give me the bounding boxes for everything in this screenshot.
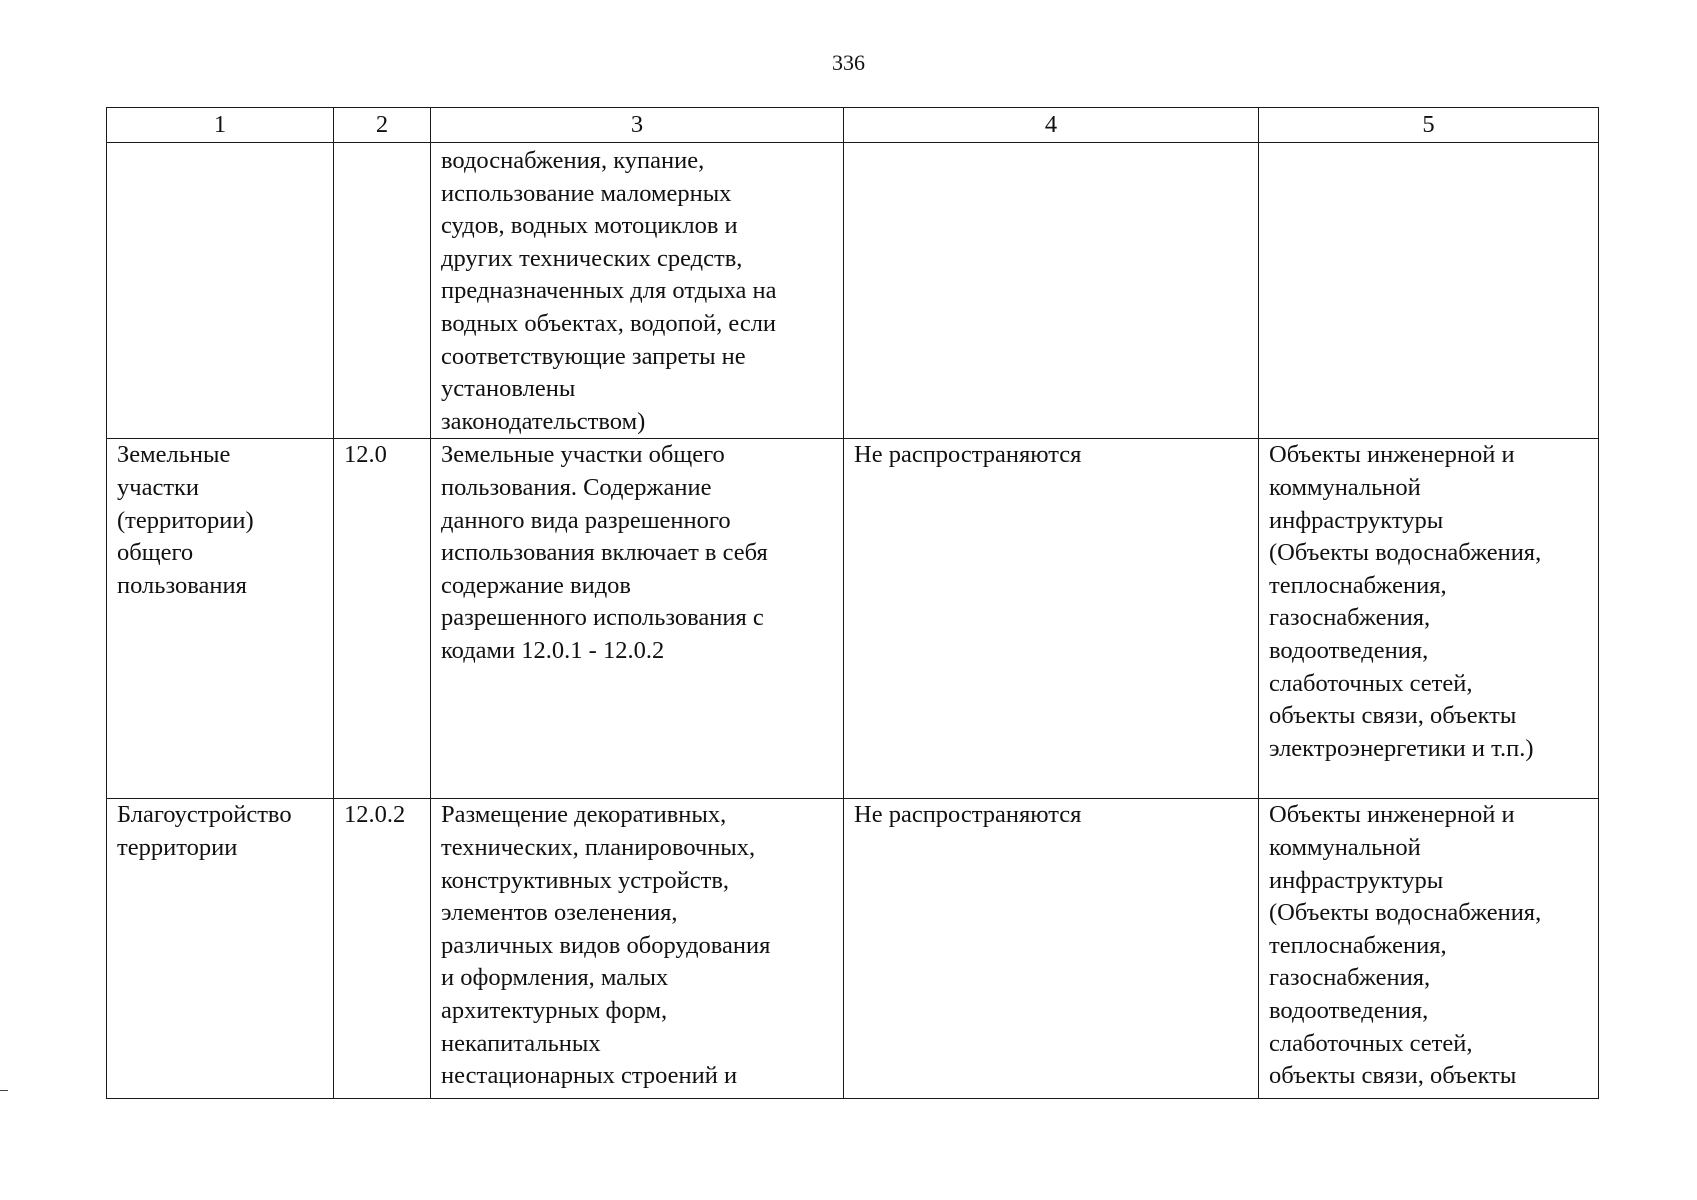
cell-column-5	[1259, 799, 1599, 1099]
column-header-4: 4	[844, 108, 1259, 143]
cell-description	[431, 439, 844, 799]
cell-use-name	[107, 143, 334, 439]
table-row	[107, 143, 1599, 439]
cell-text: Не распространяются	[854, 801, 1082, 829]
table-row	[107, 439, 1599, 799]
table-header-row	[107, 108, 1599, 143]
cell-code	[334, 143, 431, 439]
cell-code	[334, 439, 431, 799]
zoning-table	[106, 107, 1599, 1099]
cell-use-name	[107, 439, 334, 799]
cell-text: Земельные участки (территории) общего пользования	[117, 441, 254, 599]
cell-column-4	[844, 439, 1259, 799]
column-header-1: 1	[107, 108, 334, 143]
cell-text: Благоустройство территории	[117, 801, 292, 861]
cell-text: 12.0.2	[344, 801, 406, 829]
cell-text: Земельные участки общего пользования. Содержание данного вида разрешенного использования включает в себя содержание видов разрешенного использования с кодами 12.0.1 - 12.0.2	[441, 441, 768, 664]
cell-use-name	[107, 799, 334, 1099]
column-header-5: 5	[1259, 108, 1599, 143]
cell-code	[334, 799, 431, 1099]
cell-column-4	[844, 143, 1259, 439]
cell-description	[431, 143, 844, 439]
cell-text: Объекты инженерной и коммунальной инфраструктуры (Объекты водоснабжения, теплоснабжения, газоснабжения, водоотведения, слаботочных сетей, объекты связи, объекты электроэнергетики и т.п.)	[1269, 441, 1542, 762]
cell-description	[431, 799, 844, 1099]
table-row	[107, 799, 1599, 1099]
cell-text: 12.0	[344, 441, 387, 469]
cell-column-5	[1259, 143, 1599, 439]
cell-text: водоснабжения, купание, использование маломерных судов, водных мотоциклов и других технических средств, предназначенных для отдыха на водных объектах, водопой, если соответствующие запреты не установлены законодательством)	[441, 147, 777, 435]
page-number: 336	[832, 50, 865, 75]
cell-column-4	[844, 799, 1259, 1099]
cell-text: Размещение декоративных, технических, планировочных, конструктивных устройств, элементов озеленения, различных видов оборудования и оформления, малых архитектурных форм, некапитальных нестационарных строений и	[441, 801, 771, 1090]
cell-column-5	[1259, 439, 1599, 799]
cell-text: Не распространяются	[854, 441, 1082, 469]
column-header-2: 2	[334, 108, 431, 143]
column-header-3: 3	[431, 108, 844, 143]
cell-text: Объекты инженерной и коммунальной инфраструктуры (Объекты водоснабжения, теплоснабжения, газоснабжения, водоотведения, слаботочных сетей, объекты связи, объекты	[1269, 801, 1542, 1090]
scan-edge-mark	[0, 1090, 8, 1091]
